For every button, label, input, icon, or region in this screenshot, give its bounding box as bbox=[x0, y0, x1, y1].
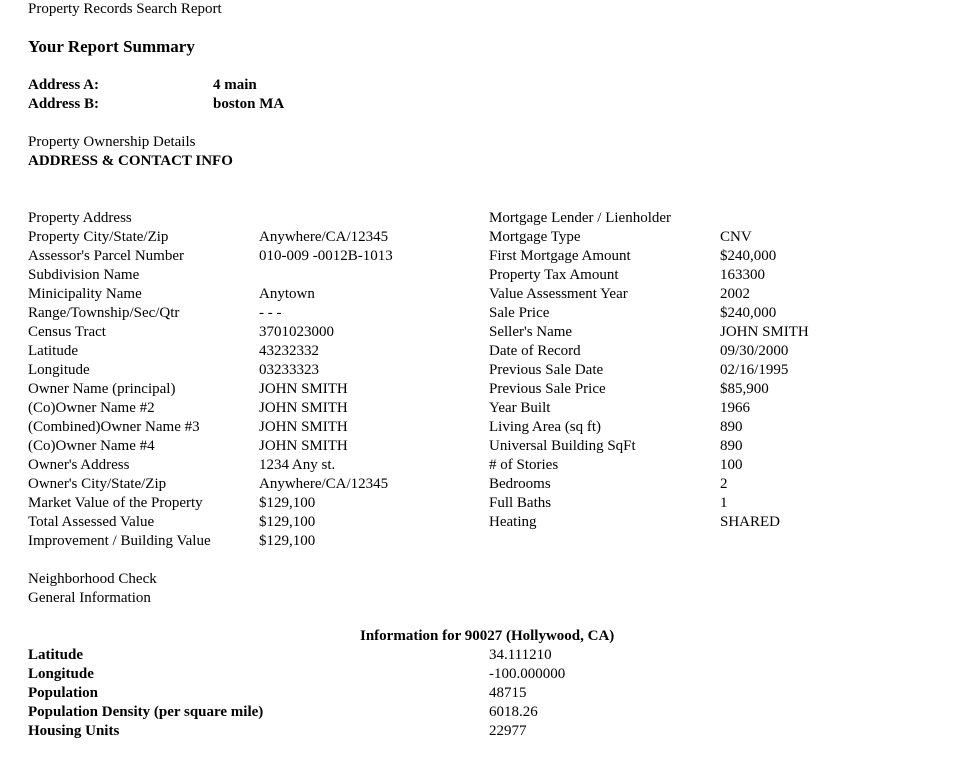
detail-value bbox=[720, 209, 809, 228]
info-value: -100.000000 bbox=[489, 666, 566, 682]
detail-value: JOHN SMITH bbox=[259, 419, 348, 435]
info-value: 6018.26 bbox=[489, 704, 538, 720]
detail-label: Value Assessment Year bbox=[489, 286, 628, 302]
detail-label: Heating bbox=[489, 514, 537, 530]
detail-value: 3701023000 bbox=[259, 324, 334, 340]
detail-label: Property Tax Amount bbox=[489, 267, 619, 283]
detail-value: 1966 bbox=[720, 400, 750, 416]
detail-value: SHARED bbox=[720, 514, 781, 530]
detail-label: # of Stories bbox=[489, 457, 559, 473]
detail-label: (Combined)Owner Name #3 bbox=[28, 419, 200, 435]
detail-value: $129,100 bbox=[259, 514, 316, 530]
detail-label: Owner Name (principal) bbox=[28, 381, 176, 397]
address-a-value: 4 main bbox=[213, 77, 257, 93]
document-title: Property Records Search Report bbox=[28, 1, 222, 17]
right-details-labels bbox=[489, 209, 671, 532]
address-b-label: Address B: bbox=[28, 96, 99, 112]
left-details-labels bbox=[28, 209, 211, 551]
detail-value: 100 bbox=[720, 457, 743, 473]
detail-value: 1 bbox=[720, 495, 728, 511]
detail-value: 2002 bbox=[720, 286, 750, 302]
detail-label: Subdivision Name bbox=[28, 267, 140, 283]
zip-info-heading: Information for 90027 (Hollywood, CA) bbox=[360, 628, 615, 644]
detail-value: 2 bbox=[720, 476, 728, 492]
detail-label: Property City/State/Zip bbox=[28, 229, 169, 245]
detail-label: Range/Township/Sec/Qtr bbox=[28, 305, 180, 321]
detail-label: Census Tract bbox=[28, 324, 106, 340]
detail-label: Seller's Name bbox=[489, 324, 573, 340]
detail-label: First Mortgage Amount bbox=[489, 248, 631, 264]
detail-label: Previous Sale Price bbox=[489, 381, 606, 397]
detail-value: $240,000 bbox=[720, 305, 777, 321]
detail-value: JOHN SMITH bbox=[259, 381, 348, 397]
detail-label: Minicipality Name bbox=[28, 286, 142, 302]
detail-label: Market Value of the Property bbox=[28, 495, 203, 511]
detail-label: Owner's City/State/Zip bbox=[28, 476, 167, 492]
detail-value: 890 bbox=[720, 419, 743, 435]
detail-label: Year Built bbox=[489, 400, 551, 416]
detail-value: $85,900 bbox=[720, 381, 769, 397]
detail-label: Date of Record bbox=[489, 343, 581, 359]
detail-value: 890 bbox=[720, 438, 743, 454]
right-details-values bbox=[720, 209, 809, 532]
detail-value: JOHN SMITH bbox=[720, 324, 809, 340]
detail-label: Previous Sale Date bbox=[489, 362, 604, 378]
detail-value: 03233323 bbox=[259, 362, 319, 378]
info-value: 22977 bbox=[489, 723, 527, 739]
report-summary-heading: Your Report Summary bbox=[28, 37, 195, 56]
detail-value: $129,100 bbox=[259, 495, 316, 511]
detail-label: Mortgage Type bbox=[489, 229, 581, 245]
address-b-value: boston MA bbox=[213, 96, 285, 112]
info-label: Population Density (per square mile) bbox=[28, 704, 264, 720]
detail-value bbox=[259, 209, 393, 228]
detail-value: 43232332 bbox=[259, 343, 319, 359]
detail-label: Property Address bbox=[28, 210, 132, 226]
info-value: 34.111210 bbox=[489, 647, 552, 663]
detail-label: (Co)Owner Name #2 bbox=[28, 400, 155, 416]
detail-label: Universal Building SqFt bbox=[489, 438, 636, 454]
detail-value: Anywhere/CA/12345 bbox=[259, 476, 389, 492]
detail-label: Assessor's Parcel Number bbox=[28, 248, 185, 264]
neighborhood-check-label: Neighborhood Check bbox=[28, 571, 157, 587]
detail-label: Total Assessed Value bbox=[28, 514, 155, 530]
contact-info-heading: ADDRESS & CONTACT INFO bbox=[28, 153, 233, 169]
detail-value bbox=[259, 266, 393, 285]
zip-info-labels bbox=[28, 646, 263, 741]
detail-label: (Co)Owner Name #4 bbox=[28, 438, 155, 454]
detail-label: Bedrooms bbox=[489, 476, 551, 492]
detail-label: Latitude bbox=[28, 343, 78, 359]
detail-value: Anytown bbox=[259, 286, 315, 302]
detail-value: 163300 bbox=[720, 267, 765, 283]
ownership-section-label: Property Ownership Details bbox=[28, 134, 196, 150]
info-value: 48715 bbox=[489, 685, 527, 701]
detail-label: Sale Price bbox=[489, 305, 550, 321]
detail-label: Living Area (sq ft) bbox=[489, 419, 602, 435]
zip-info-values bbox=[489, 646, 565, 741]
detail-value: $129,100 bbox=[259, 533, 316, 549]
detail-value: 02/16/1995 bbox=[720, 362, 789, 378]
detail-label: Improvement / Building Value bbox=[28, 533, 211, 549]
detail-value: 09/30/2000 bbox=[720, 343, 789, 359]
detail-label: Owner's Address bbox=[28, 457, 130, 473]
info-label: Population bbox=[28, 685, 99, 701]
detail-label: Mortgage Lender / Lienholder bbox=[489, 210, 672, 226]
info-label: Longitude bbox=[28, 666, 94, 682]
info-label: Latitude bbox=[28, 647, 84, 663]
detail-value: JOHN SMITH bbox=[259, 400, 348, 416]
address-a-label: Address A: bbox=[28, 77, 99, 93]
detail-value: - - - bbox=[259, 305, 282, 321]
detail-value: 010-009 -0012B-1013 bbox=[259, 248, 393, 264]
detail-value: $240,000 bbox=[720, 248, 777, 264]
detail-label: Longitude bbox=[28, 362, 90, 378]
detail-label: Full Baths bbox=[489, 495, 552, 511]
left-details-values bbox=[259, 209, 393, 551]
info-label: Housing Units bbox=[28, 723, 120, 739]
detail-value: CNV bbox=[720, 229, 752, 245]
detail-value: 1234 Any st. bbox=[259, 457, 336, 473]
general-information-label: General Information bbox=[28, 590, 151, 606]
detail-value: JOHN SMITH bbox=[259, 438, 348, 454]
detail-value: Anywhere/CA/12345 bbox=[259, 229, 389, 245]
